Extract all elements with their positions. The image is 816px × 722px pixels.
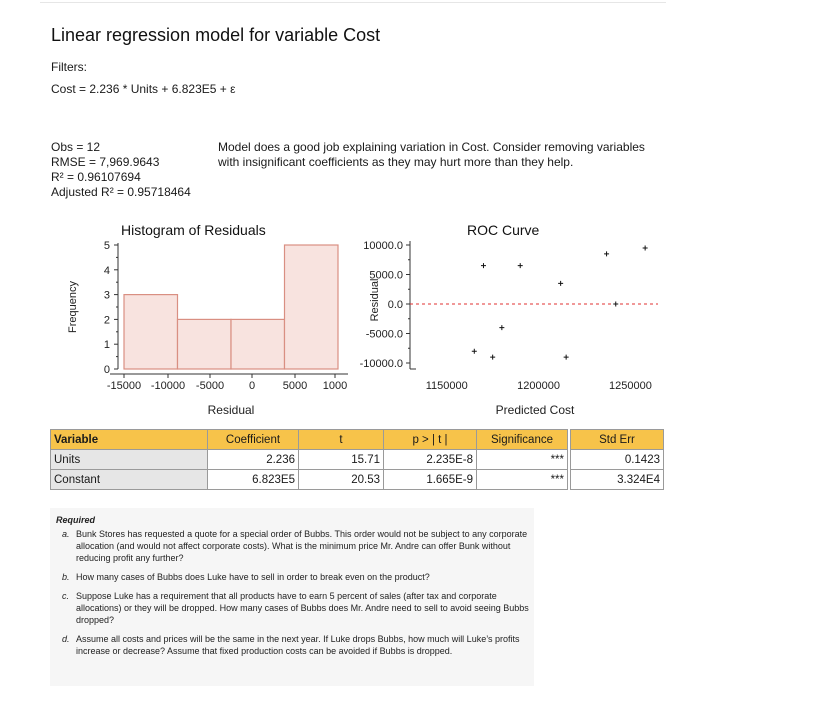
item-text: How many cases of Bubbs does Luke have to sell in order to break even on the product? <box>76 572 430 582</box>
list-item <box>50 590 534 626</box>
required-panel <box>50 508 534 686</box>
t-cell: 20.53 <box>299 470 384 490</box>
histogram-y-tick-label: 2 <box>103 314 110 327</box>
table-row <box>51 450 664 470</box>
stderr-cell: 3.324E4 <box>571 470 664 490</box>
roc-y-tick-label: 5000.0 <box>369 269 403 282</box>
item-letter: a. <box>62 529 70 539</box>
model-interpretation: Model does a good job explaining variation in Cost. Consider removing variables with insignificant coefficients as they may hurt more than they help. <box>218 140 645 169</box>
col-stderr: Std Err <box>571 430 664 450</box>
histogram-y-tick-label: 3 <box>103 289 110 302</box>
adj-r2-stat: Adjusted R² = 0.95718464 <box>51 185 191 199</box>
col-variable: Variable <box>51 430 208 450</box>
histogram-x-label: Residual <box>207 403 255 417</box>
list-item <box>50 528 534 564</box>
histogram-y-tick-label: 1 <box>103 339 110 352</box>
col-significance: Significance <box>477 430 568 450</box>
col-coefficient: Coefficient <box>208 430 299 450</box>
required-title: Required <box>56 515 96 525</box>
roc-y-tick-label: 10000.0 <box>363 240 403 252</box>
coefficient-cell: 2.236 <box>208 450 299 470</box>
roc-x-tick-label: 1150000 <box>425 380 468 392</box>
roc-title: ROC Curve <box>467 222 540 238</box>
filters-label: Filters: <box>51 60 87 74</box>
histogram-x-tick-label: 0 <box>248 380 256 392</box>
histogram-bar <box>124 295 178 369</box>
roc-y-tick-label: 0.0 <box>387 299 403 311</box>
histogram-y-label: Frequency <box>67 281 79 333</box>
regression-equation: Cost = 2.236 * Units + 6.823E5 + ε <box>51 82 236 96</box>
item-text: Assume all costs and prices will be the same in the next year. If Luke drops Bubbs, how much will Luke’s profits increase or decrease? Assume that fixed production costs can be avoided if Bubbs is dropped. <box>76 634 520 656</box>
roc-x-tick-label: 1250000 <box>609 380 652 392</box>
list-item <box>50 571 534 583</box>
histogram-x-tick-label: -5000 <box>195 380 225 392</box>
significance-cell: *** <box>477 450 568 470</box>
rmse-stat: RMSE = 7,969.9643 <box>51 155 160 169</box>
coefficient-table <box>50 429 664 490</box>
item-text: Suppose Luke has a requirement that all products have to earn 5 percent of sales (after tax and corporate allocations) or they will be dropped. How many cases of Bubbs does Mr. Andre need to sell to avoid seeing Bubbs dropped? <box>76 591 529 625</box>
variable-cell: Units <box>51 450 208 470</box>
table-header-row <box>51 430 664 450</box>
roc-x-tick-label: 1200000 <box>517 380 561 392</box>
item-letter: b. <box>62 572 70 582</box>
roc-y-tick-label: -5000.0 <box>365 328 403 341</box>
histogram-bar <box>285 245 339 369</box>
list-item <box>50 633 534 657</box>
roc-y-label: Residual <box>369 278 381 322</box>
coefficient-cell: 6.823E5 <box>208 470 299 490</box>
table-row <box>51 470 664 490</box>
col-p: p > | t | <box>384 430 477 450</box>
histogram-y-tick-label: 0 <box>103 364 110 376</box>
histogram-x-tick-label: 5000 <box>282 380 308 392</box>
histogram-y-tick-label: 4 <box>103 264 110 277</box>
p-cell: 1.665E-9 <box>384 470 477 490</box>
roc-x-label: Predicted Cost <box>495 403 575 417</box>
col-t: t <box>299 430 384 450</box>
roc-y-tick-label: -10000.0 <box>359 358 403 370</box>
histogram-y-tick-label: 5 <box>103 240 110 252</box>
histogram-bar <box>178 319 232 369</box>
item-letter: d. <box>62 634 70 644</box>
histogram-x-tick-label: -15000 <box>106 380 142 392</box>
histogram-bar <box>231 319 285 369</box>
variable-cell: Constant <box>51 470 208 490</box>
significance-cell: *** <box>477 470 568 490</box>
obs-stat: Obs = 12 <box>51 140 101 154</box>
page-title: Linear regression model for variable Cost <box>51 25 381 45</box>
histogram-x-tick-label: 1000 <box>322 380 348 392</box>
r2-stat: R² = 0.96107694 <box>51 170 141 184</box>
stderr-cell: 0.1423 <box>571 450 664 470</box>
histogram-title: Histogram of Residuals <box>121 222 266 238</box>
p-cell: 2.235E-8 <box>384 450 477 470</box>
item-letter: c. <box>62 591 70 601</box>
histogram-x-tick-label: -10000 <box>150 380 186 392</box>
t-cell: 15.71 <box>299 450 384 470</box>
item-text: Bunk Stores has requested a quote for a special order of Bubbs. This order would not be subject to any corporate allocation (and would not affect corporate costs). What is the minimum price Mr. Andre can offer Bunk without reducing profit any further? <box>76 529 528 563</box>
